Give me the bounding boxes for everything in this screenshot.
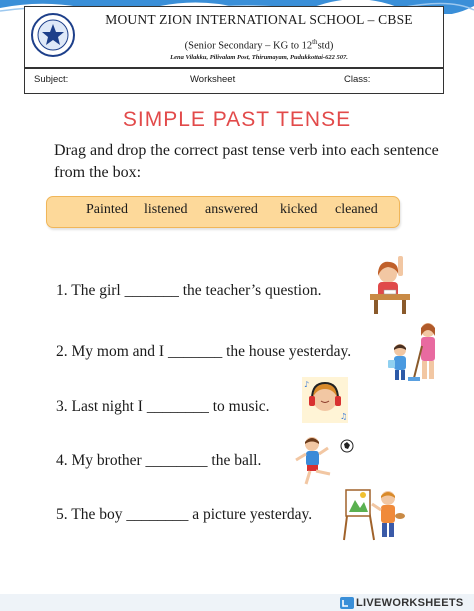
instruction-text: Drag and drop the correct past tense verb into each sentence from the box: xyxy=(54,142,439,181)
school-logo-icon xyxy=(30,12,76,58)
word-option[interactable]: kicked xyxy=(280,202,318,217)
girl-raising-hand-illustration xyxy=(366,254,416,316)
subject-label: Subject: xyxy=(34,74,69,85)
word-option[interactable]: Painted xyxy=(86,202,128,217)
sentence-4: 4. My brother ________ the ball. xyxy=(56,452,262,469)
sentence-3: 3. Last night I ________ to music. xyxy=(56,398,270,415)
mom-and-child-cleaning-illustration xyxy=(388,320,450,384)
drop-blank[interactable]: ________ xyxy=(126,506,189,523)
sentence-2: 2. My mom and I _______ the house yesterday. xyxy=(56,343,352,360)
worksheet-label: Worksheet xyxy=(190,74,236,85)
class-label: Class: xyxy=(344,74,371,85)
svg-text:♪: ♪ xyxy=(304,380,310,389)
word-option[interactable]: cleaned xyxy=(335,202,378,217)
svg-text:♫: ♫ xyxy=(340,412,348,421)
sentence-1: 1. The girl _______ the teacher’s question. xyxy=(56,282,322,299)
word-option[interactable]: answered xyxy=(205,202,258,217)
boy-painting-illustration xyxy=(342,484,406,542)
boy-listening-music-illustration xyxy=(300,375,350,425)
worksheet-title: SIMPLE PAST TENSE xyxy=(122,108,352,131)
drop-blank[interactable]: ________ xyxy=(145,452,208,469)
drop-blank[interactable]: _______ xyxy=(124,282,179,299)
drop-blank[interactable]: ________ xyxy=(146,398,209,415)
liveworksheets-logo-icon xyxy=(340,597,354,609)
school-grades: (Senior Secondary – KG to 12thstd) xyxy=(184,38,334,52)
liveworksheets-brand[interactable]: LIVEWORKSHEETS xyxy=(356,597,464,609)
school-name: MOUNT ZION INTERNATIONAL SCHOOL – CBSE xyxy=(105,12,413,27)
drop-blank[interactable]: _______ xyxy=(167,343,223,360)
word-option[interactable]: listened xyxy=(144,202,188,217)
sentence-5: 5. The boy ________ a picture yesterday. xyxy=(56,506,313,523)
boy-kicking-ball-illustration xyxy=(292,434,356,486)
school-address: Lena Vilakku, Pilivalam Post, Thirumayam, Pudukkottai-622 507. xyxy=(170,54,348,61)
